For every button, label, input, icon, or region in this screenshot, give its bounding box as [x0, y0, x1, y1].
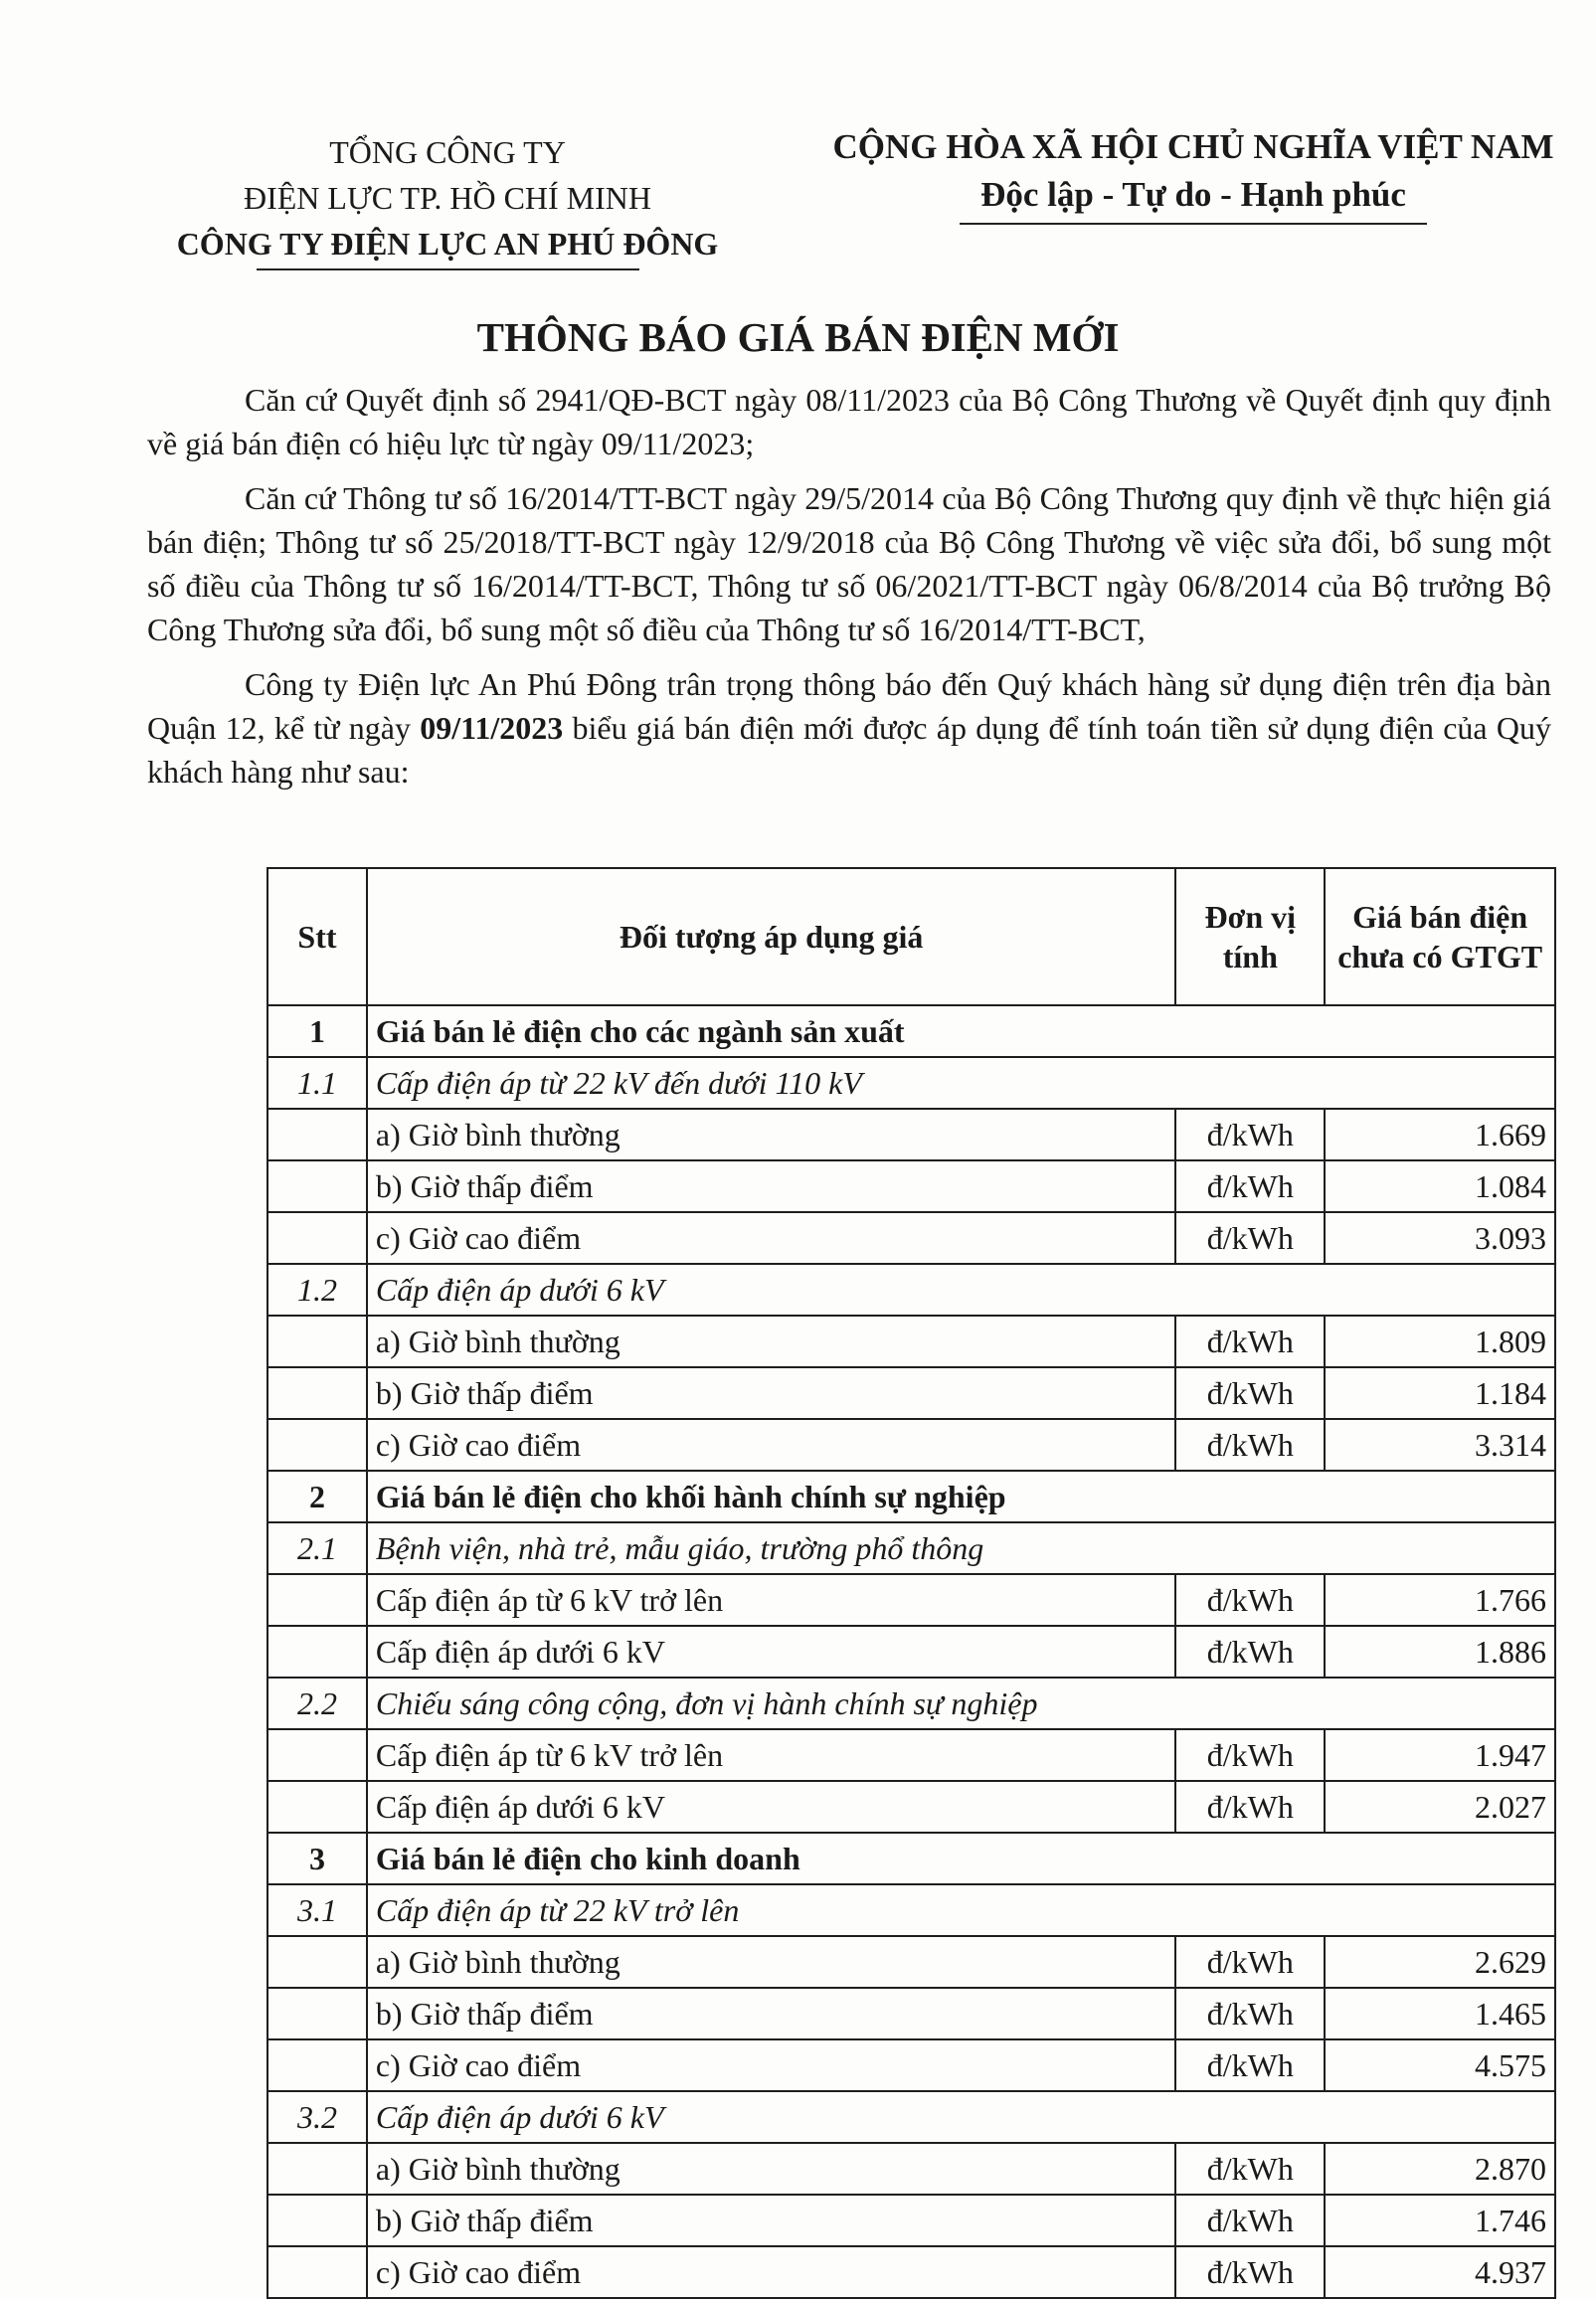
- row-stt-empty: [267, 1626, 367, 1678]
- item-price: 3.314: [1325, 1419, 1555, 1471]
- table-row: [267, 1936, 1555, 1988]
- subgroup-label: Cấp điện áp từ 22 kV đến dưới 110 kV: [367, 1057, 1555, 1109]
- row-stt: 1.1: [267, 1057, 367, 1109]
- item-label: a) Giờ bình thường: [367, 1316, 1175, 1367]
- country-motto: Độc lập - Tự do - Hạnh phúc: [980, 175, 1406, 214]
- paragraph-legal-basis-1: Căn cứ Quyết định số 2941/QĐ-BCT ngày 08/11/2023 của Bộ Công Thương về Quyết định quy định về giá bán điện có hiệu lực từ ngày 09/11/2023;: [147, 382, 1551, 461]
- row-stt-empty: [267, 1212, 367, 1264]
- row-stt: 3.2: [267, 2091, 367, 2143]
- item-unit: đ/kWh: [1175, 1212, 1325, 1264]
- item-price: 4.937: [1325, 2246, 1555, 2298]
- item-label: a) Giờ bình thường: [367, 1109, 1175, 1160]
- item-unit: đ/kWh: [1175, 2195, 1325, 2246]
- row-stt-empty: [267, 1316, 367, 1367]
- subgroup-label: Cấp điện áp từ 22 kV trở lên: [367, 1884, 1555, 1936]
- table-row: [267, 1057, 1555, 1109]
- header-object: Đối tượng áp dụng giá: [367, 868, 1175, 1005]
- item-price: 1.947: [1325, 1729, 1555, 1781]
- table-row: [267, 2246, 1555, 2298]
- item-label: c) Giờ cao điểm: [367, 1212, 1175, 1264]
- group-label: Giá bán lẻ điện cho kinh doanh: [367, 1833, 1555, 1884]
- row-stt: 2.2: [267, 1678, 367, 1729]
- table-header-row: [267, 868, 1555, 1005]
- org-underline: [257, 268, 639, 270]
- table-row: [267, 2143, 1555, 2195]
- row-stt: 3.1: [267, 1884, 367, 1936]
- table-row: [267, 1367, 1555, 1419]
- item-label: a) Giờ bình thường: [367, 1936, 1175, 1988]
- table-row: [267, 1264, 1555, 1316]
- item-price: 1.465: [1325, 1988, 1555, 2039]
- row-stt-empty: [267, 1109, 367, 1160]
- document-body: [147, 378, 1551, 804]
- table-row: [267, 1884, 1555, 1936]
- item-unit: đ/kWh: [1175, 1988, 1325, 2039]
- item-unit: đ/kWh: [1175, 2039, 1325, 2091]
- subgroup-label: Cấp điện áp dưới 6 kV: [367, 2091, 1555, 2143]
- item-label: Cấp điện áp dưới 6 kV: [367, 1626, 1175, 1678]
- item-label: Cấp điện áp dưới 6 kV: [367, 1781, 1175, 1833]
- item-unit: đ/kWh: [1175, 1367, 1325, 1419]
- row-stt-empty: [267, 2195, 367, 2246]
- org-parent-name-line2: ĐIỆN LỰC TP. HỒ CHÍ MINH: [243, 180, 651, 216]
- item-label: b) Giờ thấp điểm: [367, 1367, 1175, 1419]
- table-row: [267, 1678, 1555, 1729]
- table-body: [267, 1005, 1555, 2298]
- row-stt-empty: [267, 1781, 367, 1833]
- announcement-text-start: Công ty Điện lực An Phú Đông trân trọng thông báo đến Quý khách hàng sử dụng điện trên địa bàn Quận 12, kể từ ngày: [147, 666, 1551, 746]
- item-unit: đ/kWh: [1175, 1419, 1325, 1471]
- motto-underline: [960, 223, 1427, 225]
- row-stt-empty: [267, 1988, 367, 2039]
- item-label: b) Giờ thấp điểm: [367, 1988, 1175, 2039]
- org-parent-name: TỔNG CÔNG TY: [329, 134, 566, 170]
- item-label: c) Giờ cao điểm: [367, 1419, 1175, 1471]
- organization-header: [129, 129, 766, 270]
- item-price: 2.629: [1325, 1936, 1555, 1988]
- announcement-text-end: biểu giá bán điện mới được áp dụng để tính toán tiền sử dụng điện của Quý khách hàng như sau:: [147, 710, 1552, 790]
- table-row: [267, 1522, 1555, 1574]
- table-row: [267, 1109, 1555, 1160]
- item-price: 1.746: [1325, 2195, 1555, 2246]
- item-label: b) Giờ thấp điểm: [367, 2195, 1175, 2246]
- document-title: THÔNG BÁO GIÁ BÁN ĐIỆN MỚI: [476, 314, 1120, 360]
- item-price: 4.575: [1325, 2039, 1555, 2091]
- item-unit: đ/kWh: [1175, 2246, 1325, 2298]
- item-price: 1.184: [1325, 1367, 1555, 1419]
- country-name: CỘNG HÒA XÃ HỘI CHỦ NGHĨA VIỆT NAM: [832, 127, 1554, 166]
- row-stt-empty: [267, 1419, 367, 1471]
- item-unit: đ/kWh: [1175, 1160, 1325, 1212]
- item-price: 2.027: [1325, 1781, 1555, 1833]
- group-label: Giá bán lẻ điện cho các ngành sản xuất: [367, 1005, 1555, 1057]
- item-unit: đ/kWh: [1175, 1781, 1325, 1833]
- item-price: 1.669: [1325, 1109, 1555, 1160]
- item-label: Cấp điện áp từ 6 kV trở lên: [367, 1574, 1175, 1626]
- table-row: [267, 1626, 1555, 1678]
- row-stt-empty: [267, 2143, 367, 2195]
- row-stt: 2: [267, 1471, 367, 1522]
- item-label: Cấp điện áp từ 6 kV trở lên: [367, 1729, 1175, 1781]
- item-label: c) Giờ cao điểm: [367, 2246, 1175, 2298]
- item-unit: đ/kWh: [1175, 1729, 1325, 1781]
- header-stt: Stt: [267, 868, 367, 1005]
- row-stt-empty: [267, 1936, 367, 1988]
- table-row: [267, 2195, 1555, 2246]
- paragraph-announcement: [147, 662, 1551, 794]
- group-label: Giá bán lẻ điện cho khối hành chính sự nghiệp: [367, 1471, 1555, 1522]
- item-unit: đ/kWh: [1175, 1936, 1325, 1988]
- table-row: [267, 1781, 1555, 1833]
- table-row: [267, 2039, 1555, 2091]
- row-stt: 2.1: [267, 1522, 367, 1574]
- table-row: [267, 1471, 1555, 1522]
- item-price: 1.766: [1325, 1574, 1555, 1626]
- national-header: [796, 123, 1591, 225]
- row-stt: 1.2: [267, 1264, 367, 1316]
- table-row: [267, 1988, 1555, 2039]
- table-row: [267, 1160, 1555, 1212]
- item-price: 1.084: [1325, 1160, 1555, 1212]
- org-company-name: CÔNG TY ĐIỆN LỰC AN PHÚ ĐÔNG: [176, 226, 719, 262]
- table-row: [267, 2091, 1555, 2143]
- row-stt-empty: [267, 1367, 367, 1419]
- item-unit: đ/kWh: [1175, 2143, 1325, 2195]
- header-price: Giá bán điện chưa có GTGT: [1325, 868, 1555, 1005]
- table-row: [267, 1833, 1555, 1884]
- table-row: [267, 1419, 1555, 1471]
- paragraph-legal-basis-2: Căn cứ Thông tư số 16/2014/TT-BCT ngày 29/5/2014 của Bộ Công Thương quy định về thực hiện giá bán điện; Thông tư số 25/2018/TT-BCT ngày 12/9/2018 của Bộ Công Thương về việc sửa đổi, bổ sung một số điều của Thông tư số 16/2014/TT-BCT, Thông tư số 06/2021/TT-BCT ngày 06/8/2014 của Bộ trưởng Bộ Công Thương sửa đổi, bổ sung một số điều của Thông tư số 16/2014/TT-BCT,: [147, 480, 1551, 647]
- row-stt-empty: [267, 1160, 367, 1212]
- subgroup-label: Chiếu sáng công cộng, đơn vị hành chính sự nghiệp: [367, 1678, 1555, 1729]
- table-row: [267, 1574, 1555, 1626]
- effective-date: 09/11/2023: [420, 710, 564, 746]
- item-price: 1.809: [1325, 1316, 1555, 1367]
- subgroup-label: Cấp điện áp dưới 6 kV: [367, 1264, 1555, 1316]
- table-row: [267, 1005, 1555, 1057]
- item-unit: đ/kWh: [1175, 1109, 1325, 1160]
- subgroup-label: Bệnh viện, nhà trẻ, mẫu giáo, trường phổ thông: [367, 1522, 1555, 1574]
- item-price: 2.870: [1325, 2143, 1555, 2195]
- table-row: [267, 1729, 1555, 1781]
- item-unit: đ/kWh: [1175, 1316, 1325, 1367]
- item-price: 3.093: [1325, 1212, 1555, 1264]
- electricity-price-table: [266, 867, 1556, 2299]
- item-label: a) Giờ bình thường: [367, 2143, 1175, 2195]
- row-stt: 1: [267, 1005, 367, 1057]
- table-row: [267, 1316, 1555, 1367]
- row-stt-empty: [267, 1574, 367, 1626]
- header-unit: Đơn vị tính: [1175, 868, 1325, 1005]
- row-stt-empty: [267, 1729, 367, 1781]
- row-stt-empty: [267, 2039, 367, 2091]
- item-label: b) Giờ thấp điểm: [367, 1160, 1175, 1212]
- item-unit: đ/kWh: [1175, 1574, 1325, 1626]
- table-row: [267, 1212, 1555, 1264]
- item-price: 1.886: [1325, 1626, 1555, 1678]
- item-label: c) Giờ cao điểm: [367, 2039, 1175, 2091]
- row-stt-empty: [267, 2246, 367, 2298]
- item-unit: đ/kWh: [1175, 1626, 1325, 1678]
- row-stt: 3: [267, 1833, 367, 1884]
